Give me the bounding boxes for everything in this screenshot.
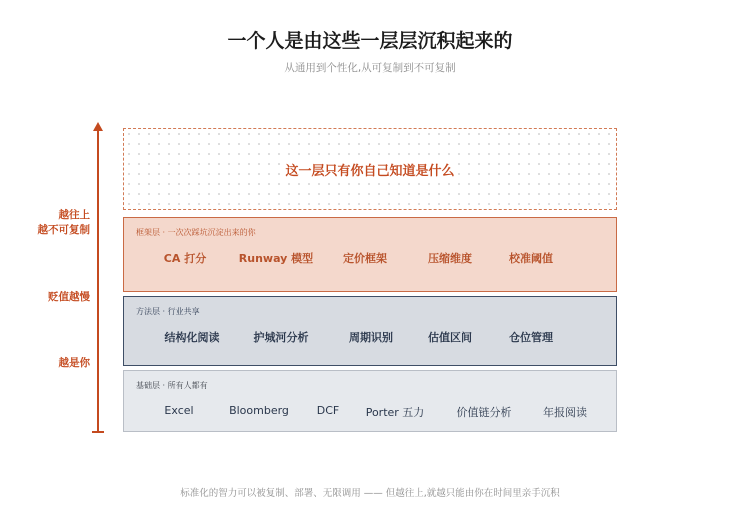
base-item: 价值链分析	[456, 406, 512, 419]
frame-layer	[123, 217, 617, 292]
top-layer-text: 这一层只有你自己知道是什么	[283, 160, 456, 179]
frame-item: 定价框架	[343, 252, 387, 265]
base-item: 年报阅读	[543, 406, 587, 419]
frame-item: CA 打分	[163, 252, 207, 265]
unknown-top-layer	[123, 128, 617, 210]
vertical-axis-line	[97, 130, 99, 432]
frame-item: 压缩维度	[428, 252, 472, 265]
base-item: DCF	[316, 404, 340, 417]
method-item: 估值区间	[428, 331, 472, 344]
base-item: Excel	[164, 404, 194, 417]
axis-base-tick	[92, 431, 104, 433]
page-subtitle: 从通用到个性化,从可复制到不可复制	[284, 62, 456, 74]
footer-note: 标准化的智力可以被复制、部署、无限调用 —— 但越往上,就越只能由你在时间里亲手沉积	[180, 488, 560, 499]
base-layer-label: 基础层 · 所有人都有	[136, 381, 208, 390]
axis-label-bottom: 越是你	[58, 357, 90, 369]
base-item: Bloomberg	[229, 404, 289, 417]
method-item: 结构化阅读	[164, 331, 220, 344]
frame-item: Runway 模型	[238, 252, 314, 265]
method-layer	[123, 296, 617, 366]
axis-label-top-line2: 越不可复制	[37, 224, 90, 236]
base-layer	[123, 370, 617, 432]
method-layer-label: 方法层 · 行业共享	[136, 307, 200, 316]
method-item: 周期识别	[349, 331, 393, 344]
axis-label-top-line1: 越往上	[58, 209, 90, 221]
base-item: Porter 五力	[365, 406, 425, 419]
frame-item: 校准阈值	[509, 252, 553, 265]
axis-label-top	[38, 208, 91, 238]
axis-label-mid: 贬值越慢	[48, 291, 90, 303]
method-item: 护城河分析	[253, 331, 309, 344]
page-title: 一个人是由这些一层层沉积起来的	[227, 30, 513, 52]
frame-layer-label: 框架层 · 一次次踩坑沉淀出来的你	[136, 228, 256, 237]
method-item: 仓位管理	[509, 331, 553, 344]
